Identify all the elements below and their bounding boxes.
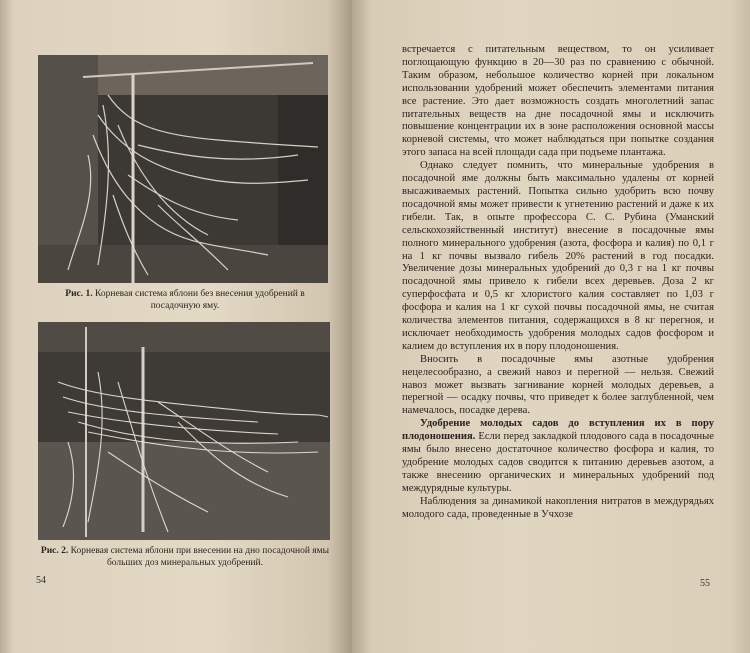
left-page: [0, 0, 352, 653]
paragraph-3: Вносить в посадочные ямы азотные удобрения нецелесообразно, а свежий навоз и перегной — нельзя. Свежий навоз может вызвать загнивание корней молодых деревьев, а перегной — осадку почвы, что приведет к более заглубленной, чем намечалось, посадке дерева.: [402, 353, 714, 417]
paragraph-4: [402, 418, 714, 495]
right-page-number: 55: [700, 578, 710, 589]
figure1-text: Корневая система яблони без внесения удобрений в посадочную яму.: [95, 289, 305, 311]
left-page-number: 54: [36, 575, 46, 586]
root-system-fertilized-image: [38, 322, 330, 540]
section-text: Если перед закладкой плодового сада в посадочные ямы было внесено достаточное количество фосфора и калия, то удобрение молодых садов сводится к питанию деревьев азотом, а также внесению органических и минеральных удобрений под междурядные культуры.: [402, 431, 714, 494]
figure2-label: Рис. 2.: [40, 546, 69, 556]
paragraph-2: Однако следует помнить, что минеральные удобрения в посадочной яме должны быть максимально удалены от корней высаживаемых растений. Попытка сильно удобрить всю почву посадочной ямы может привести к угнетению растений и даже к их гибели. Так, в опыте профессора С. С. Рубина (Уманский сельскохозяйственный институт) внесение в посадочные ямы полного минерального удобрения (азота, фосфора и калия) по 0,1 г на 1 кг почвы вызвало гибель 20% растений в год посадки. Увеличение дозы минеральных удобрений до 0,3 г на 1 кг почвы посадочной ямы привело к гибели всех деревьев. Доза 2 кг суперфосфата и 0,5 кг хлористого калия составляет по 1,03 г фосфора и калия на 1 кг сухой почвы посадочной ямы, не считая количества элементов питания, содержащихся в 8 кг перегноя, и исключает необходимость удобрения молодых садов фосфором и калием до вступления их в пору плодоношения.: [402, 160, 714, 352]
figure2-text: Корневая система яблони при внесении на дно посадочной ямы больших доз минеральных удобрений.: [70, 546, 330, 568]
figure1-label: Рис. 1.: [65, 289, 93, 299]
right-page-text: [402, 44, 714, 522]
figure2-photo: [38, 322, 330, 540]
section-heading: Удобрение молодых садов до вступления их в пору плодоношения.: [402, 418, 714, 443]
paragraph-1: встречается с питательным веществом, то он усиливает поглощающую функцию в 20—30 раз по сравнению с обычной. Таким образом, небольшое количество корней при локальном использовании удобрений может обеспечить элементами питания все растение. Это дает возможность создать многолетний запас питательных веществ на дне посадочной ямы и исключить повышение концентрации их в зоне расположения основной массы корневой системы, что может наблюдаться при попытке создания этого запаса на всей площади сада при подъеме плантажа.: [402, 44, 714, 159]
figure1-caption: [40, 288, 330, 312]
figure2-caption: [34, 545, 336, 569]
root-system-image: [38, 55, 328, 283]
figure1-photo: [38, 55, 328, 283]
paragraph-5: Наблюдения за динамикой накопления нитратов в междурядьях молодого сада, проведенные в Учхозе: [402, 495, 714, 520]
